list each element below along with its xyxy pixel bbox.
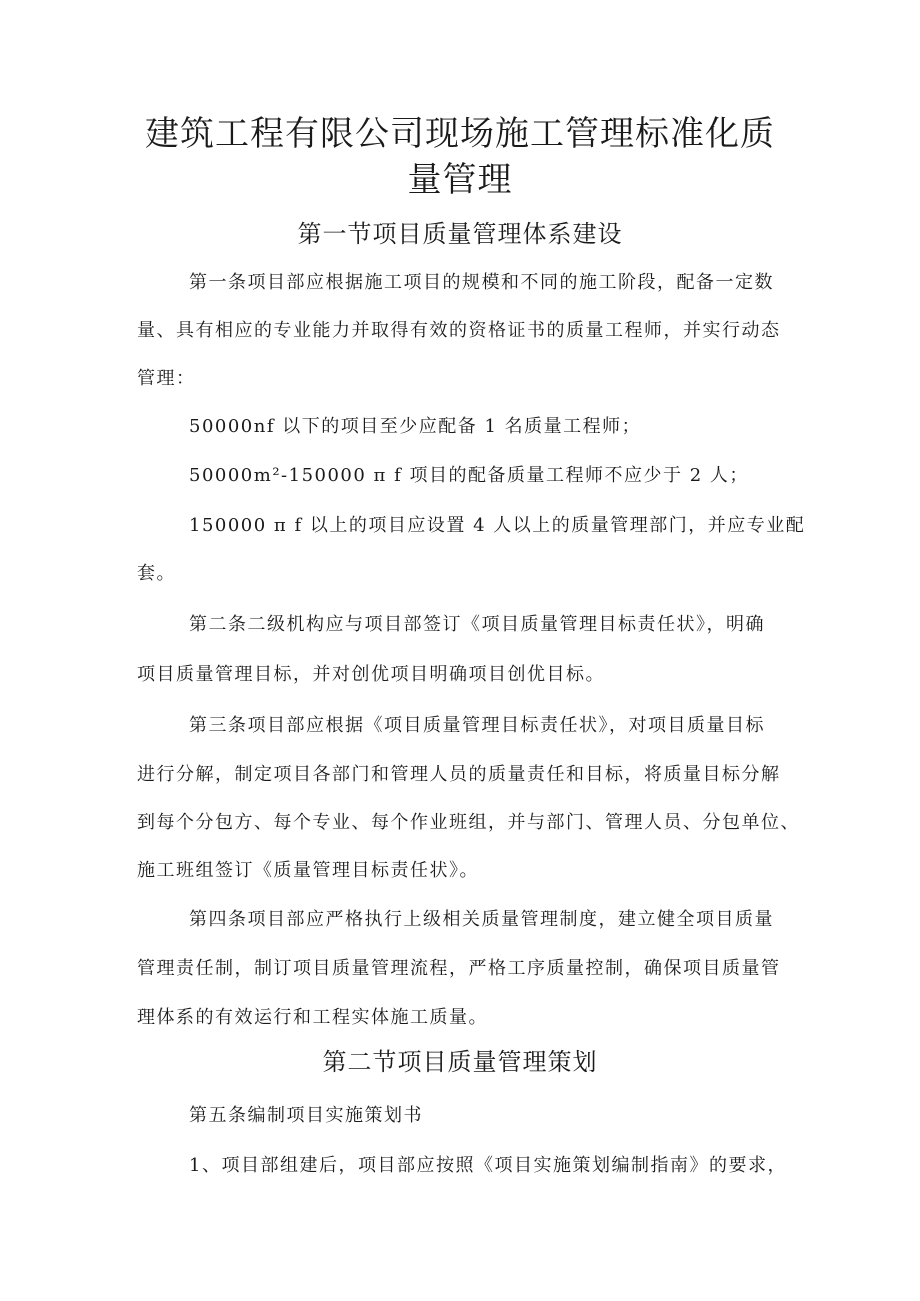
article-4-line-3: 理体系的有效运行和工程实体施工质量。 [137, 1007, 488, 1028]
staffing-rule-3-line-2: 套。 [137, 563, 176, 584]
article-1-line-3: 管理： [137, 368, 196, 389]
document-title-line-2: 量管理 [407, 160, 513, 200]
section-2-heading: 第二节项目质量管理策划 [322, 1048, 598, 1076]
section-1-heading: 第一节项目质量管理体系建设 [297, 220, 623, 248]
staffing-rule-3-line-1: 150000 π f 以上的项目应设置 4 人以上的质量管理部门，并应专业配 [189, 515, 806, 536]
article-3-line-2: 进行分解，制定项目各部门和管理人员的质量责任和目标，将质量目标分解 [137, 764, 781, 785]
article-5-item-1: 1、项目部组建后，项目部应按照《项目实施策划编制指南》的要求， [189, 1155, 787, 1176]
article-3-line-1: 第三条项目部应根据《项目质量管理目标责任状》，对项目质量目标 [189, 715, 765, 736]
article-5-heading: 第五条编制项目实施策划书 [189, 1105, 423, 1126]
article-1-line-2: 量、具有相应的专业能力并取得有效的资格证书的质量工程师，并实行动态 [137, 320, 781, 341]
staffing-rule-1: 50000nf 以下的项目至少应配备 1 名质量工程师； [189, 416, 642, 437]
document-title-line-1: 建筑工程有限公司现场施工管理标准化质 [145, 114, 775, 154]
article-4-line-2: 管理责任制，制订项目质量管理流程，严格工序质量控制，确保项目质量管 [137, 958, 781, 979]
article-1-line-1: 第一条项目部应根据施工项目的规模和不同的施工阶段，配备一定数 [189, 272, 774, 293]
article-4-line-1: 第四条项目部应严格执行上级相关质量管理制度，建立健全项目质量 [189, 909, 774, 930]
article-3-line-3: 到每个分包方、每个专业、每个作业班组，并与部门、管理人员、分包单位、 [137, 812, 800, 833]
article-2-line-2: 项目质量管理目标，并对创优项目明确项目创优目标。 [137, 664, 605, 685]
staffing-rule-2: 50000m²-150000 π f 项目的配备质量工程师不应少于 2 人； [189, 465, 749, 486]
article-3-line-4: 施工班组签订《质量管理目标责任状》。 [137, 860, 479, 881]
article-2-line-1: 第二条二级机构应与项目部签订《项目质量管理目标责任状》，明确 [189, 614, 765, 635]
